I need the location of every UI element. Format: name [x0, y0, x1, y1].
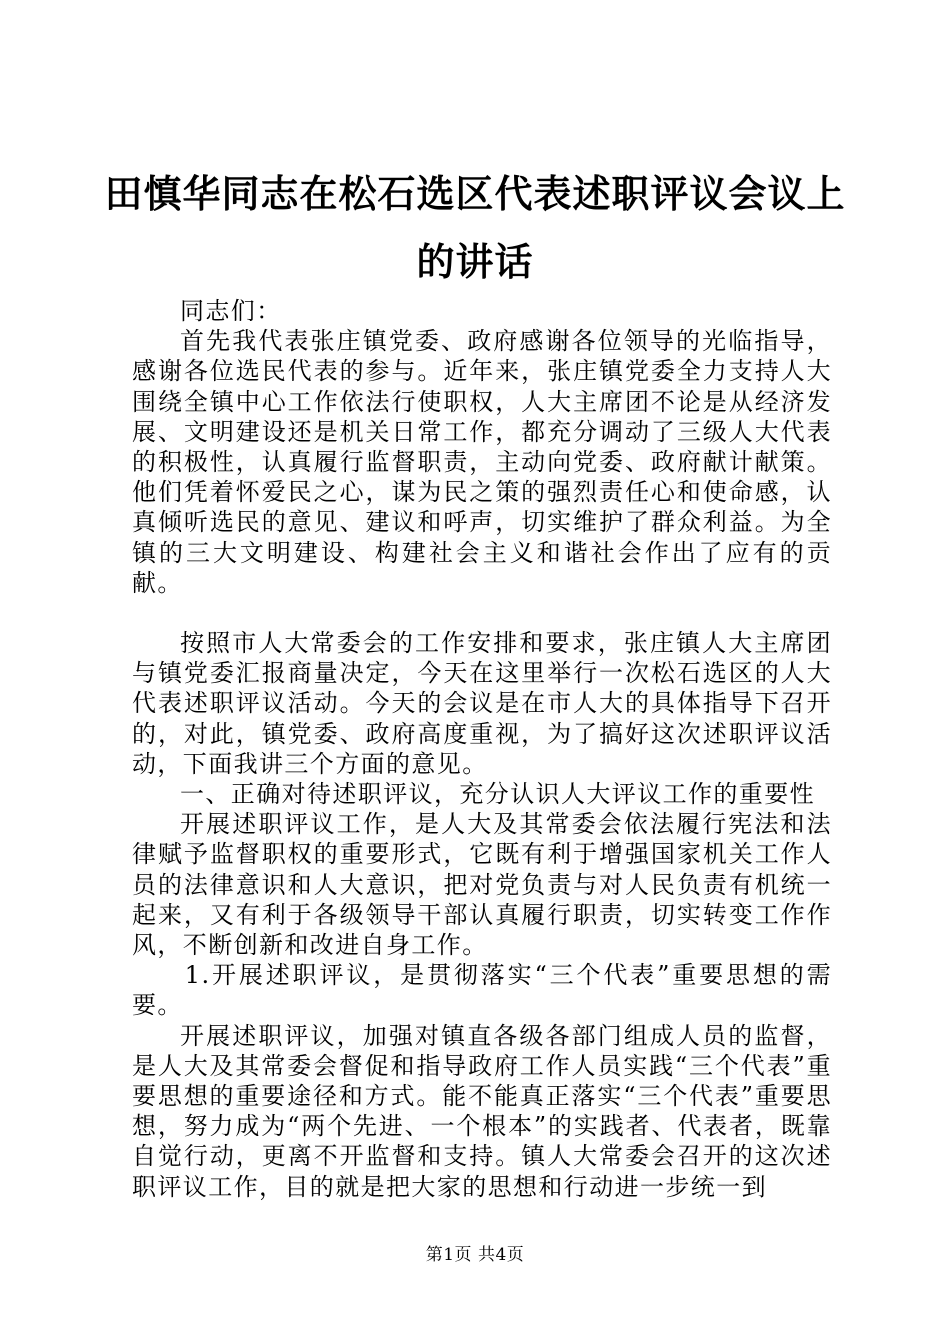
document-body: [132, 296, 832, 1202]
numbered-item: 1.开展述职评议，是贯彻落实“三个代表”重要思想的需要。: [132, 961, 832, 1020]
body-paragraph: 按照市人大常委会的工作安排和要求，张庄镇人大主席团与镇党委汇报商量决定，今天在这里举行一次松石选区的人大代表述职评议活动。今天的会议是在市人大的具体指导下召开的，对此，镇党委、政府高度重视，为了搞好这次述职评议活动，下面我讲三个方面的意见。: [132, 629, 832, 778]
page-footer: 第1页 共4页: [425, 1245, 525, 1265]
salutation-paragraph: 同志们：: [180, 297, 282, 325]
document-title: 田慎华同志在松石选区代表述职评议会议上的讲话: [104, 171, 846, 284]
body-paragraph: 开展述职评议，加强对镇直各级各部门组成人员的监督，是人大及其常委会督促和指导政府工作人员实践“三个代表”重要思想的重要途径和方式。能不能真正落实“三个代表”重要思想，努力成为“两个先进、一个根本”的实践者、代表者，既靠自觉行动，更离不开监督和支持。镇人大常委会召开的这次述职评议工作，目的就是把大家的思想和行动进一步统一到: [132, 1021, 832, 1201]
section-heading: 一、正确对待述职评议，充分认识人大评议工作的重要性: [180, 780, 815, 809]
body-paragraph: 首先我代表张庄镇党委、政府感谢各位领导的光临指导，感谢各位选民代表的参与。近年来，张庄镇党委全力支持人大围绕全镇中心工作依法行使职权，人大主席团不论是从经济发展、文明建设还是机关日常工作，都充分调动了三级人大代表的积极性，认真履行监督职责，主动向党委、政府献计献策。他们凭着怀爱民之心，谋为民之策的强烈责任心和使命感，认真倾听选民的意见、建议和呼声，切实维护了群众利益。为全镇的三大文明建设、构建社会主义和谐社会作出了应有的贡献。: [132, 327, 832, 597]
body-paragraph: 开展述职评议工作，是人大及其常委会依法履行宪法和法律赋予监督职权的重要形式，它既有利于增强国家机关工作人员的法律意识和人大意识，把对党负责与对人民负责有机统一起来，又有利于各级领导干部认真履行职责，切实转变工作作风，不断创新和改进自身工作。: [132, 810, 832, 960]
